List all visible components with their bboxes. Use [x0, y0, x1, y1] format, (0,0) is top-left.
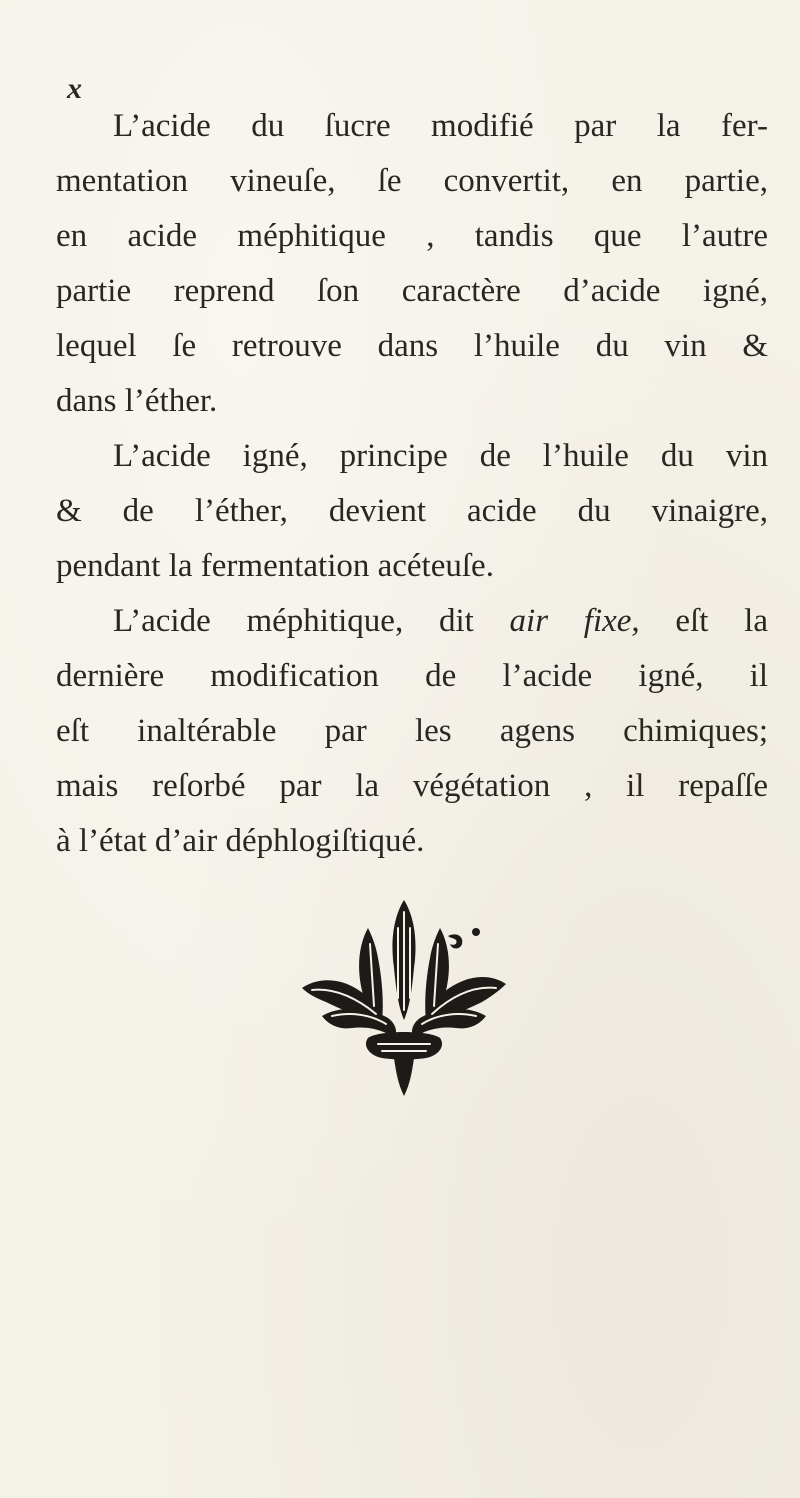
text-line: lequel ſe retrouve dans l’huile du vin &: [56, 328, 768, 364]
text-line: en acide méphitique , tandis que l’autre: [56, 218, 768, 254]
text-line: [56, 594, 768, 649]
text-line: mais reſorbé par la végétation , il repaſſe: [56, 768, 768, 804]
text-line: dernière modification de l’acide igné, il: [56, 658, 768, 694]
text-line: pendant la fermentation acéteuſe.: [56, 548, 494, 584]
body-text: [56, 99, 768, 869]
text-run: L’acide méphitique, dit: [113, 603, 510, 639]
text-line: eſt inaltérable par les agens chimiques;: [56, 713, 768, 749]
text-line: L’acide igné, principe de l’huile du vin: [113, 438, 768, 474]
signature-mark: x: [67, 72, 82, 105]
italic-term: air fixe,: [509, 603, 640, 639]
text-line: L’acide du ſucre modifié par la fer-: [113, 108, 768, 144]
text-line: dans l’éther.: [56, 383, 218, 419]
text-line: partie reprend ſon caractère d’acide igné,: [56, 273, 768, 309]
fleuron-ornament-icon: [298, 898, 510, 1098]
text-run: eſt la: [639, 603, 768, 639]
text-line: à l’état d’air déphlogiſtiqué.: [56, 823, 425, 859]
text-line: mentation vineuſe, ſe convertit, en partie,: [56, 163, 768, 199]
text-line: & de l’éther, devient acide du vinaigre,: [56, 493, 768, 529]
